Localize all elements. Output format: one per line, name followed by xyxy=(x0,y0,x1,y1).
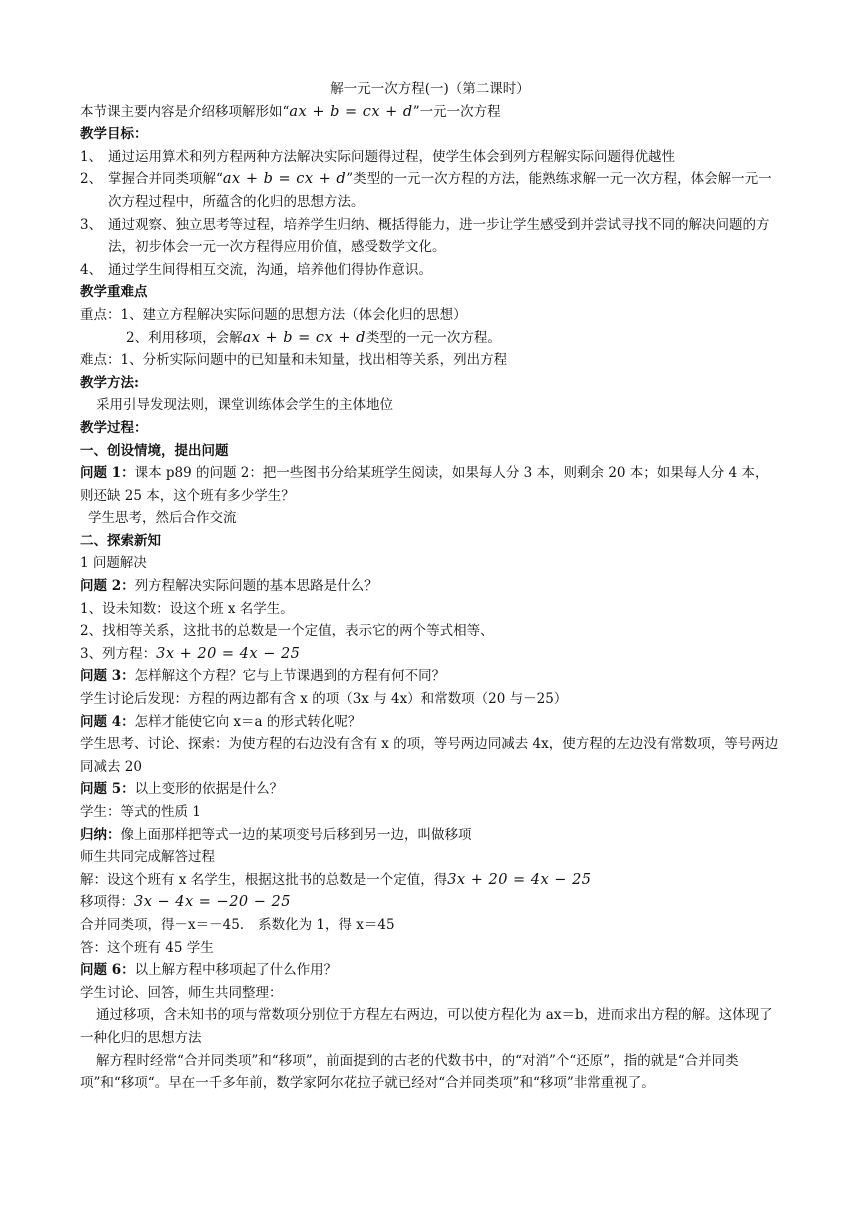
goal-item xyxy=(80,259,780,282)
goal-formula: ax + b = cx + d xyxy=(222,171,347,188)
step-2: 2、找相等关系，这批书的总数是一个定值，表示它的两个等式相等、 xyxy=(80,623,494,640)
question-4-label: 问题 4： xyxy=(80,713,135,730)
step-3-formula: 3x + 20 = 4x − 25 xyxy=(156,645,301,662)
key-point-2-formula: ax + b = cx + d xyxy=(242,329,366,346)
difficulty-heading: 教学重难点 xyxy=(80,284,148,301)
question-3-text: 怎样解这个方程？它与上节课遇到的方程有何不同？ xyxy=(134,668,446,685)
question-4 xyxy=(80,711,780,734)
key-point-2-before: 2、利用移项，会解 xyxy=(126,329,243,346)
goal-text-before: 掌握合并同类项解“ xyxy=(108,171,223,188)
question-2-label: 问题 2： xyxy=(80,578,135,595)
intro-line xyxy=(80,101,780,124)
goal-text: 通过学生间得相互交流，沟通，培养他们得协作意识。 xyxy=(108,261,432,278)
document-title: 解一元一次方程(一)（第二课时） xyxy=(330,81,530,97)
question-1 xyxy=(80,462,780,507)
paragraph-2: 解方程时经常“合并同类项”和“移项”，前面提到的古老的代数书中，的“对消”个“还原”，指的就是“合并同类项”和“移项“。早在一千多年前，数学家阿尔花拉子就已经对“合并同类项”和“移项”非常重视了。 xyxy=(80,1052,739,1092)
goal-number: 4、 xyxy=(80,261,103,278)
key-point-1: 重点：1、建立方程解决实际问题的思想方法（体会化归的思想） xyxy=(80,306,467,323)
goals-heading: 教学目标： xyxy=(80,126,148,143)
question-5-text: 以上变形的依据是什么？ xyxy=(134,781,284,798)
step-3 xyxy=(80,643,780,666)
paragraph-1: 通过移项，含未知书的项与常数项分别位于方程左右两边，可以使方程化为 ax＝b，进而求出方程的解。这体现了一种化归的思想方法 xyxy=(80,1007,773,1046)
question-2-text: 列方程解决实际问题的基本思路是什么？ xyxy=(134,578,378,595)
question-3-label: 问题 3： xyxy=(80,668,135,685)
question-5-answer: 学生：等式的性质 1 xyxy=(80,804,201,820)
move-formula: 3x − 4x = −20 − 25 xyxy=(134,894,291,911)
question-1-text: 课本 p89 的问题 2：把一些图书分给某班学生阅读，如果每人分 3 本，则剩余 20 本；如果每人分 4 本，则还缺 25 本，这个班有多少学生？ xyxy=(80,465,769,504)
solution-line xyxy=(80,869,780,892)
hard-point: 难点：1、分析实际问题中的已知量和未知量，找出相等关系，列出方程 xyxy=(80,352,508,369)
question-6 xyxy=(80,959,780,982)
solution-formula: 3x + 20 = 4x − 25 xyxy=(447,871,592,888)
question-6-label: 问题 6： xyxy=(80,962,135,979)
goal-item xyxy=(80,168,780,213)
goal-text-after: ”类型的一元一次方程的方法，能熟练求解一元一次方程，体会解一元一次方程过程中，所蕴含的化归的思想方法。 xyxy=(108,171,772,210)
summary-text: 像上面那样把等式一边的某项变号后移到另一边，叫做移项 xyxy=(120,826,472,843)
combine-text-2: 系数化为 1，得 x＝45 xyxy=(258,916,395,933)
together-line: 师生共同完成解答过程 xyxy=(80,849,215,866)
intro-before: 本节课主要内容是介绍移项解形如“ xyxy=(80,103,290,120)
move-line xyxy=(80,891,780,914)
question-2 xyxy=(80,575,780,598)
goal-number: 1、 xyxy=(80,148,103,165)
combine-line xyxy=(80,914,780,937)
intro-after: ”一元一次方程 xyxy=(412,103,501,120)
step-1: 1、设未知数：设这个班 x 名学生。 xyxy=(80,600,294,617)
goal-number: 3、 xyxy=(80,216,103,233)
question-6-text: 以上解方程中移项起了什么作用？ xyxy=(134,962,338,979)
question-3 xyxy=(80,665,780,688)
question-5 xyxy=(80,778,780,801)
answer-line: 答：这个班有 45 学生 xyxy=(80,939,214,956)
combine-text-1: 合并同类项，得－x＝－45. xyxy=(80,916,245,933)
question-4-answer: 学生思考、讨论、探索：为使方程的右边没有含有 x 的项，等号两边同减去 4x，使方程的左边没有常数项，等号两边同减去 20 xyxy=(80,736,779,775)
method-text: 采用引导发现法则，课堂训练体会学生的主体地位 xyxy=(96,397,393,414)
goal-number: 2、 xyxy=(80,171,103,188)
goal-text: 通过观察、独立思考等过程，培养学生归纳、概括得能力，进一步让学生感受到并尝试寻找不同的解决问题的方法，初步体会一元一次方程得应用价值，感受数学文化。 xyxy=(108,216,770,256)
question-1-label: 问题 1： xyxy=(80,465,135,482)
summary-label: 归纳： xyxy=(80,826,121,843)
step-3-label: 3、列方程： xyxy=(80,645,157,662)
question-6-follow: 学生讨论、回答，师生共同整理： xyxy=(80,984,283,1001)
section-2-heading: 二、探索新知 xyxy=(80,532,161,549)
key-point-2-after: 类型的一元一次方程。 xyxy=(365,329,501,346)
goal-item xyxy=(80,214,780,259)
move-label: 移项得： xyxy=(80,894,134,911)
section-1-heading: 一、创设情境，提出问题 xyxy=(80,442,229,459)
summary xyxy=(80,824,780,847)
question-5-label: 问题 5： xyxy=(80,781,135,798)
key-point-2 xyxy=(80,327,780,350)
subsection-1: 1 问题解决 xyxy=(80,555,147,572)
question-3-answer: 学生讨论后发现：方程的两边都有含 x 的项（3x 与 4x）和常数项（20 与－25） xyxy=(80,691,568,708)
question-1-follow: 学生思考，然后合作交流 xyxy=(88,510,237,527)
solution-text: 解：设这个班有 x 名学生，根据这批书的总数是一个定值，得 xyxy=(80,871,448,888)
process-heading: 教学过程： xyxy=(80,419,148,436)
goal-item xyxy=(80,146,780,169)
method-heading: 教学方法: xyxy=(80,374,139,391)
goal-text: 通过运用算术和列方程两种方法解决实际问题得过程，使学生体会到列方程解实际问题得优越性 xyxy=(108,148,675,165)
question-4-text: 怎样才能使它向 x＝a 的形式转化呢？ xyxy=(134,713,362,730)
document-page xyxy=(80,78,780,1095)
intro-formula: ax + b = cx + d xyxy=(289,103,413,120)
